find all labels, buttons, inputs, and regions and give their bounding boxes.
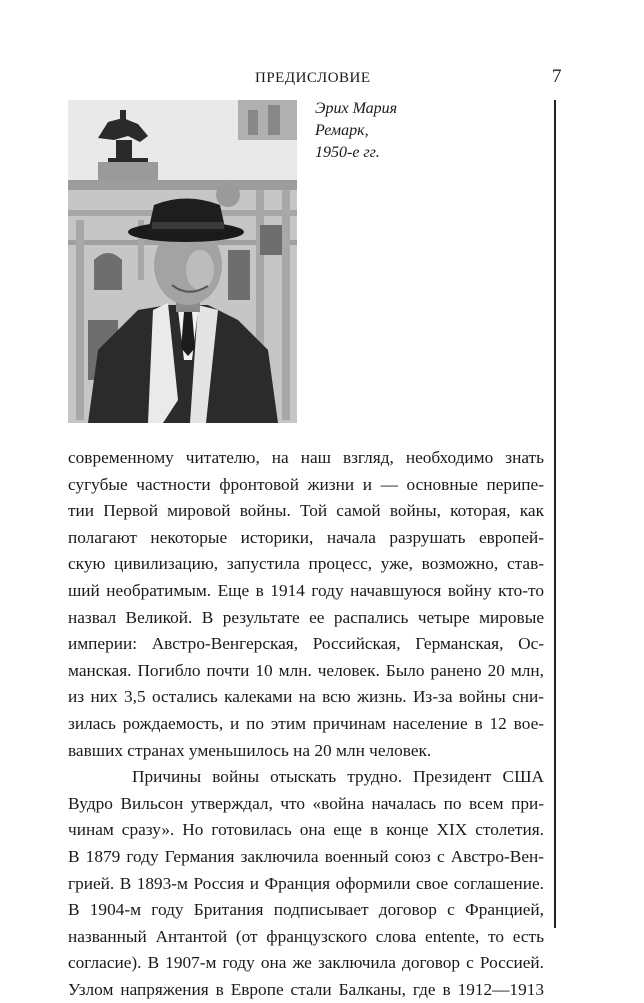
portrait-photo [68, 100, 297, 423]
caption-line: Ремарк, [315, 122, 369, 139]
text-line: Вудро Вильсон утверждал, что «война началась по всем при- [68, 793, 544, 813]
text-line: грией. В 1893-м Россия и Франция оформили свое соглашение. [68, 873, 544, 893]
text-line: империи: Австро-Венгерская, Российская, Германская, Ос- [68, 634, 544, 654]
text-line: названный Антантой (от французского слова entente, то есть [68, 926, 544, 946]
text-line: тии Первой мировой войны. Той самой войны, которая, как [68, 501, 544, 521]
text-line: скую цивилизацию, запустила процесс, уже, возможно, став- [68, 554, 544, 574]
text-line: манская. Погибло почти 10 млн. человек. Было ранено 20 млн, [68, 660, 544, 680]
vertical-rule [554, 100, 556, 928]
text-line: ший необратимым. Еще в 1914 году начавшуюся войну кто-то [68, 580, 544, 600]
running-header: ПРЕДИСЛОВИЕ [255, 70, 371, 86]
caption-line: 1950-е гг. [315, 144, 380, 161]
text-line: вавших странах уменьшилось на 20 млн человек. [68, 740, 432, 760]
text-line: назвал Великой. В результате ее распались четыре мировые [68, 607, 544, 627]
text-line: чинам сразу». Но готовилась она еще в конце XIX столетия. [68, 820, 544, 840]
text-line: Узлом напряжения в Европе стали Балканы, где в 1912—1913 [68, 979, 544, 999]
text-line: Причины войны отыскать трудно. Президент США [132, 767, 544, 787]
page-number: 7 [552, 66, 562, 87]
text-line: современному читателю, на наш взгляд, необходимо знать [68, 448, 544, 467]
body-text [68, 445, 544, 1003]
text-line: зилась рождаемость, и по этим причинам население в 12 вое- [68, 713, 544, 733]
photo-caption [315, 98, 397, 164]
text-line: В 1904-м году Британия подписывает договор с Францией, [68, 900, 544, 920]
text-line: В 1879 году Германия заключила военный союз с Австро-Вен- [68, 846, 544, 866]
text-line: полагают некоторые историки, начала разрушать европей- [68, 527, 544, 547]
caption-line: Эрих Мария [315, 100, 398, 117]
text-line: из них 3,5 остались калеками на всю жизнь. Из-за войны сни- [68, 687, 544, 707]
text-line: согласие). В 1907-м году она же заключила договор с Россией. [68, 953, 544, 973]
text-line: сугубые частности фронтовой жизни и — основные перипе- [68, 474, 544, 494]
